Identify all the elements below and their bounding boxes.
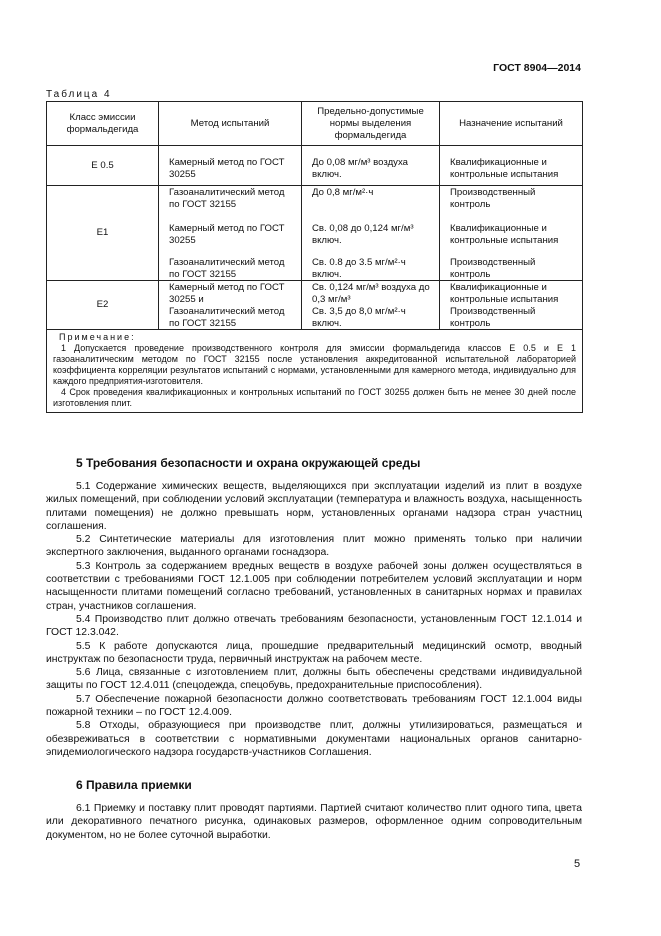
paragraph: 5.6 Лица, связанные с изготовлением плит, должны быть обеспечены средствами индивидуальной защиты по ГОСТ 12.4.011 (спецодежда, спецобувь, предохранительные приспособления). (46, 667, 582, 692)
cell-entry: Производственный контроль (450, 187, 536, 210)
paragraph: 5.3 Контроль за содержанием вредных веществ в воздухе рабочей зоны должен осуществляться в соответствии с требованиями ГОСТ 12.1.005 при соблюдении потребителем условий эксплуатации и норм насыщенности плитами помещений согласно требований, установленных в санитарных нормах и правилах стран, участников соглашения. (46, 560, 582, 612)
norm-cell: До 0,08 мг/м³ воздуха включ. (302, 146, 440, 186)
cell-entry: Газоаналитический метод по ГОСТ 32155 (169, 187, 285, 210)
norm-cell (302, 281, 440, 330)
table-header-row (47, 102, 583, 146)
cell-entry: Производственный контроль (450, 306, 536, 329)
section-5-body (46, 480, 582, 759)
column-header-norm: Предельно-допустимые нормы выделения формальдегида (302, 102, 440, 146)
emission-class-cell: Е1 (47, 186, 159, 281)
section-6-body (46, 802, 582, 842)
column-header-purpose: Назначение испытаний (440, 102, 583, 146)
cell-entry: До 0,8 мг/м²·ч (312, 187, 374, 198)
table-note-row (47, 330, 583, 413)
method-cell: Камерный метод по ГОСТ 30255 (159, 146, 302, 186)
cell-entry: Св. 0,124 мг/м³ воздуха до 0,3 мг/м³ (312, 282, 430, 305)
note-item: 4 Срок проведения квалификационных и контрольных испытаний по ГОСТ 30255 должен быть не менее 30 дней после изготовления плит. (53, 387, 576, 408)
table-row-e1 (47, 186, 583, 281)
paragraph: 5.4 Производство плит должно отвечать требованиям безопасности, установленным ГОСТ 12.1.014 и ГОСТ 12.3.042. (46, 613, 582, 639)
cell-entry: Газоаналитический метод по ГОСТ 32155 (169, 257, 285, 280)
column-header-class: Класс эмиссии формальдегида (47, 102, 159, 146)
cell-entry: Квалификационные и контрольные испытания (450, 223, 559, 246)
purpose-cell (440, 186, 583, 281)
method-cell (159, 281, 302, 330)
column-header-method: Метод испытаний (159, 102, 302, 146)
cell-entry: Св. 0,08 до 0,124 мг/м³ включ. (312, 223, 414, 246)
paragraph: 5.2 Синтетические материалы для изготовления плит можно применять только при наличии экспертного заключения, выданного органами госнадзора. (46, 534, 582, 559)
cell-entry: Св. 0.8 до 3.5 мг/м²·ч включ. (312, 257, 406, 280)
paragraph: 5.7 Обеспечение пожарной безопасности должно соответствовать требованиям ГОСТ 12.1.004 виды пожарной техники – по ГОСТ 12.4.009. (46, 693, 582, 719)
table-row-e05 (47, 146, 583, 186)
cell-entry: Св. 3,5 до 8,0 мг/м²·ч включ. (312, 306, 406, 329)
purpose-cell: Квалификационные и контрольные испытания (440, 146, 583, 186)
cell-entry: Газоаналитический метод по ГОСТ 32155 (169, 306, 285, 329)
purpose-cell (440, 281, 583, 330)
emission-class-cell: Е 0.5 (47, 146, 159, 186)
emission-class-cell: Е2 (47, 281, 159, 330)
cell-entry: Камерный метод по ГОСТ 30255 и (169, 282, 285, 305)
paragraph: 5.1 Содержание химических веществ, выделяющихся при эксплуатации изделий из плит в воздухе жилых помещений, при соблюдении условий эксплуатации (температура и влажность воздуха, насыщенность плитами помещения) не должно превышать норм, установленных органами надзора стран участниц соглашения. (46, 481, 582, 532)
note-title: Примечание: (59, 332, 136, 342)
table-row-e2 (47, 281, 583, 330)
method-cell (159, 186, 302, 281)
document-header: ГОСТ 8904—2014 (493, 62, 581, 74)
formaldehyde-norms-table (46, 101, 583, 413)
section-5-title: 5 Требования безопасности и охрана окружающей среды (76, 456, 421, 470)
cell-entry: Камерный метод по ГОСТ 30255 (169, 223, 285, 246)
note-item: 1 Допускается проведение производственного контроля для эмиссии формальдегида классов Е 0.5 и Е 1 газоаналитическим методом по ГОСТ 32155 после установления аккредитованной испытательной лабораторией коэффициента корреляции результатов испытаний с нормами, установленными для камерного метода, индивидуально для каждого предприятия-изготовителя. (53, 343, 576, 386)
table-note (47, 330, 583, 413)
paragraph: 5.8 Отходы, образующиеся при производстве плит, должны утилизироваться, размещаться и обезвреживаться в соответствии с нормативными документами национальных органов санитарно-эпидемиологического надзора государств-участников Соглашения. (46, 720, 582, 758)
table-caption: Таблица 4 (46, 89, 112, 100)
paragraph: 6.1 Приемку и поставку плит проводят партиями. Партией считают количество плит одного типа, цвета или декоративного печатного рисунка, одинаковых размеров, оформленное одним сопроводительным документом, но не более суточной выработки. (46, 803, 582, 841)
cell-entry: Производственный контроль (450, 257, 536, 280)
norm-cell (302, 186, 440, 281)
page-number: 5 (574, 858, 581, 870)
cell-entry: Квалификационные и контрольные испытания (450, 282, 559, 305)
paragraph: 5.5 К работе допускаются лица, прошедшие предварительный медицинский осмотр, вводный инструктаж по безопасности труда, первичный инструктаж на рабочем месте. (46, 640, 582, 665)
section-6-title: 6 Правила приемки (76, 778, 192, 792)
